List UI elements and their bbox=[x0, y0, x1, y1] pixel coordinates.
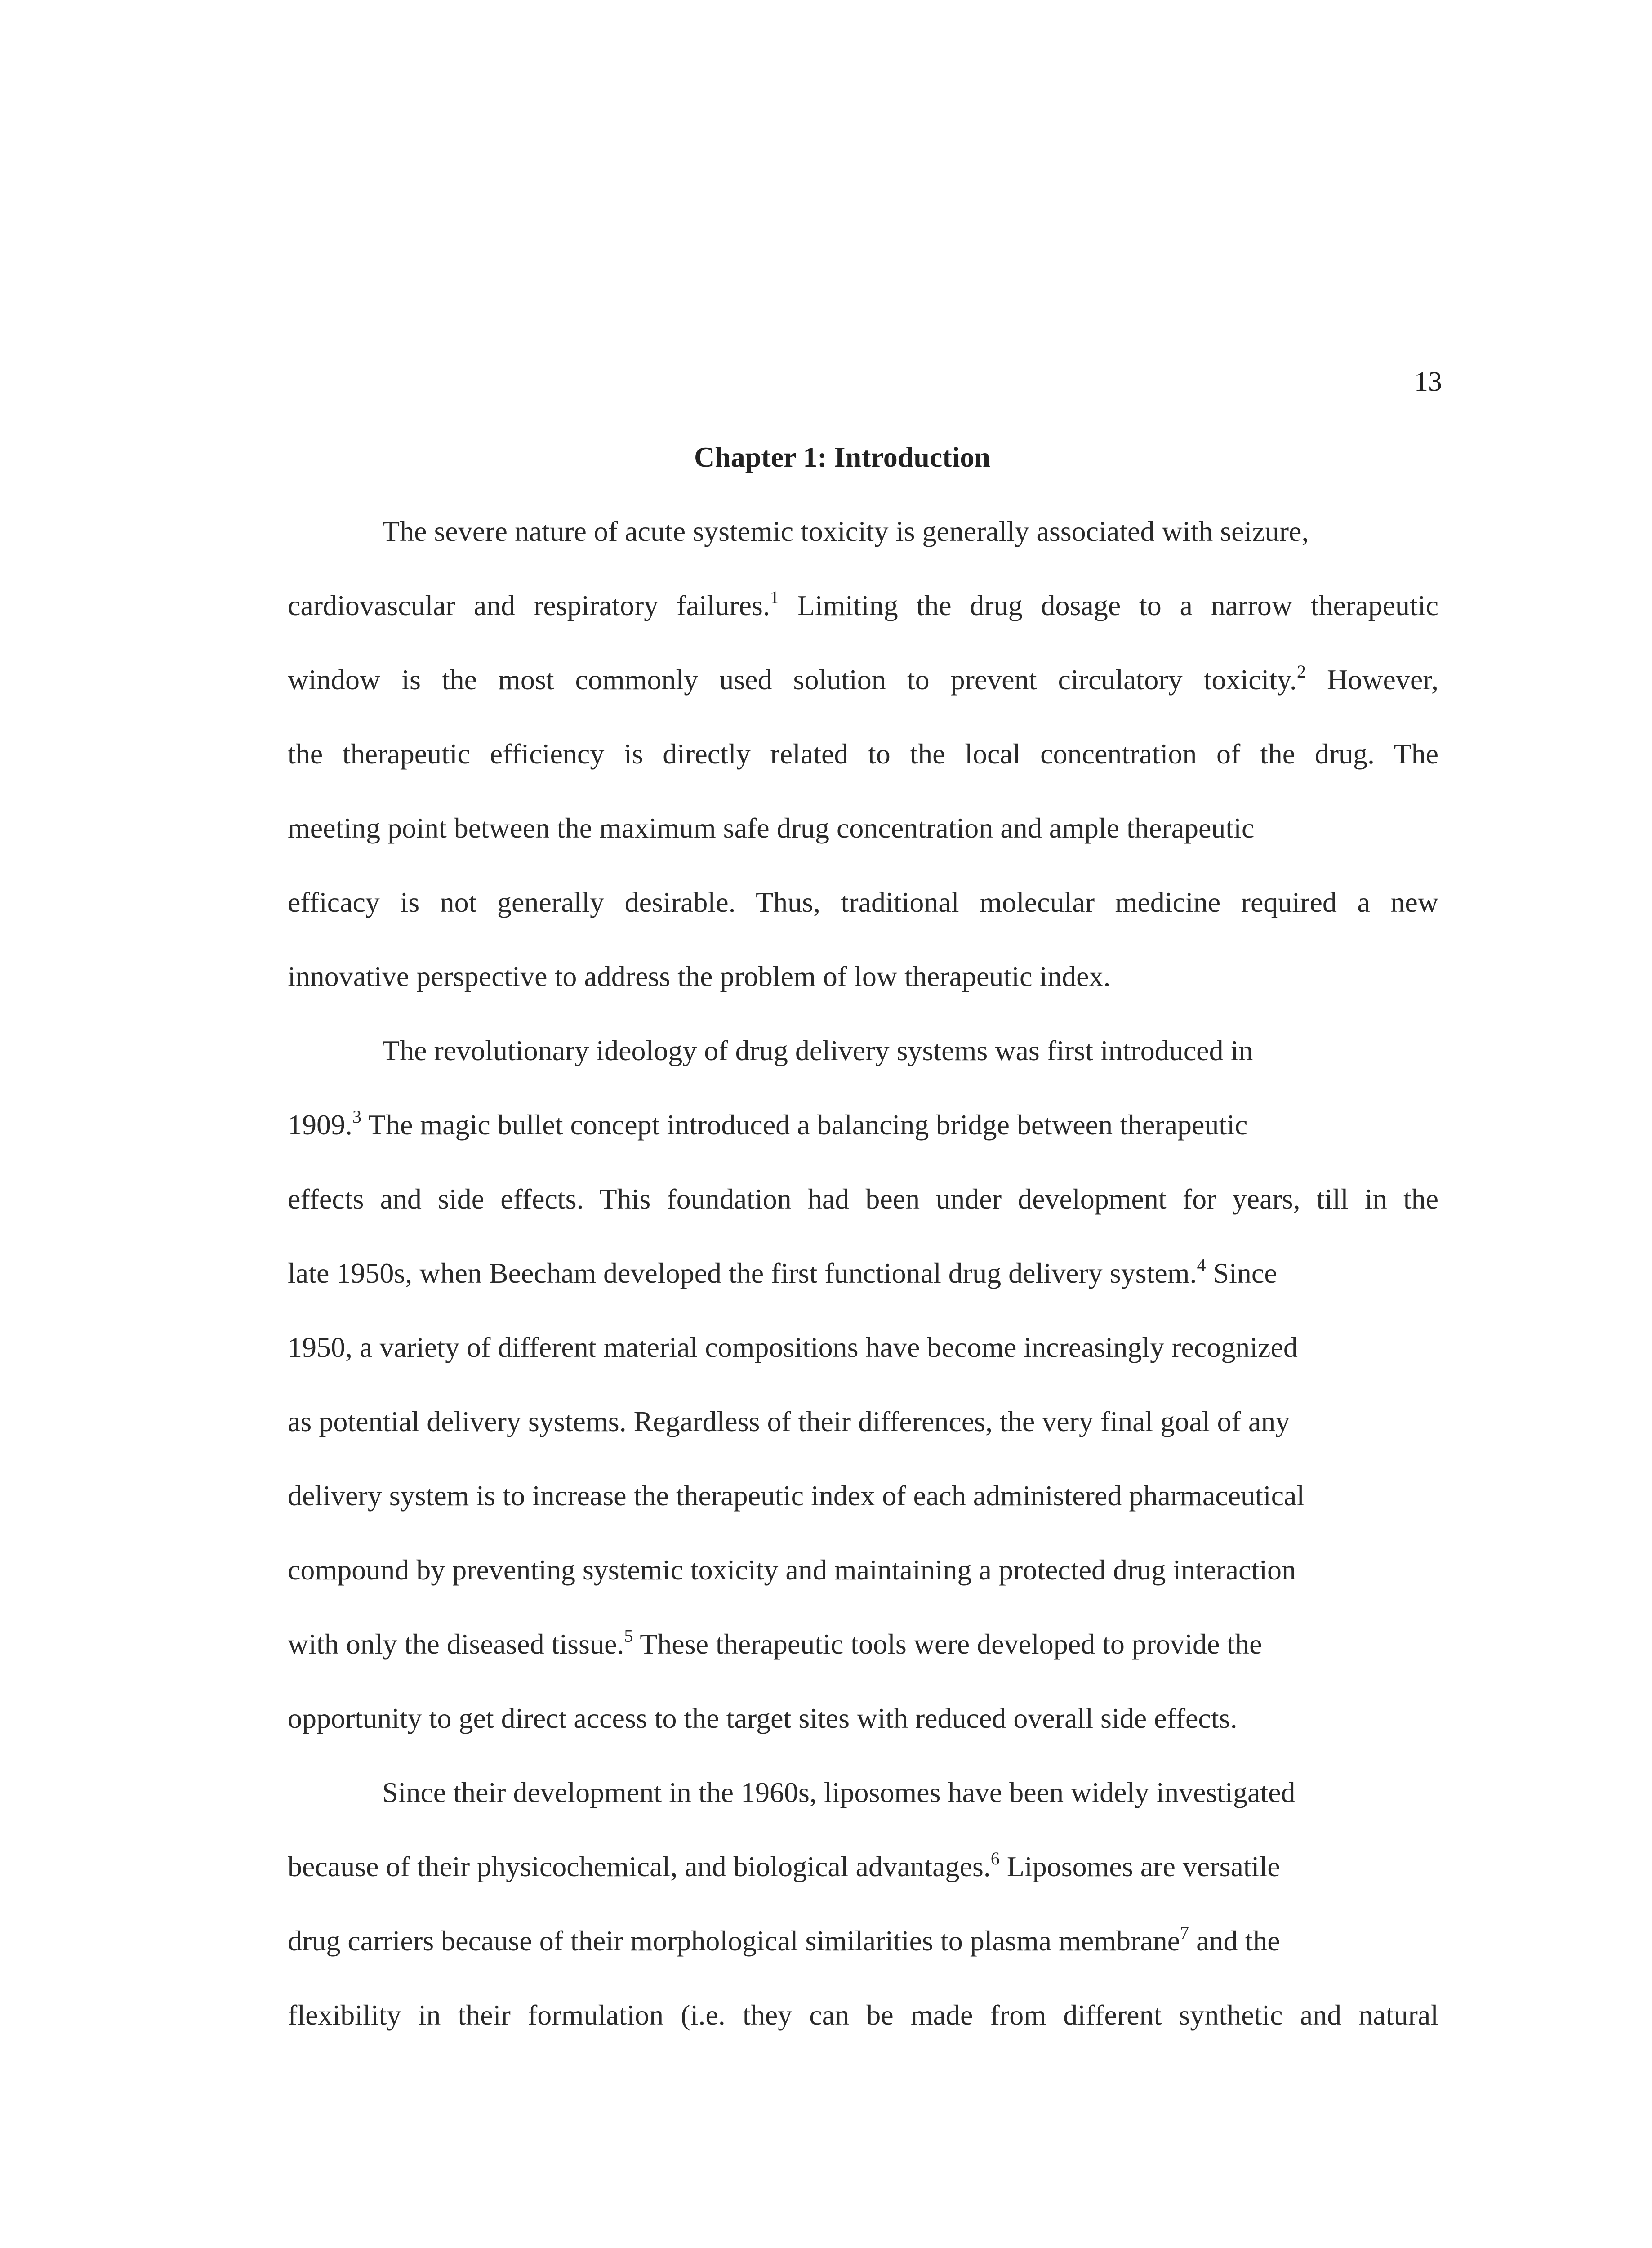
text-line: 1950, a variety of different material compositions have become increasingly recognized bbox=[288, 1331, 1298, 1363]
text-line: cardiovascular and respiratory failures.$^1$ Limiting the drug dosage to a narrow therapeutic bbox=[288, 587, 1439, 621]
text-line: compound by preventing systemic toxicity and maintaining a protected drug interaction bbox=[288, 1554, 1296, 1586]
text-line: the therapeutic efficiency is directly related to the local concentration of the drug. The bbox=[288, 738, 1438, 770]
footnote-ref: 4 bbox=[1197, 1254, 1206, 1275]
text-line: The revolutionary ideology of drug delivery systems was first introduced in bbox=[382, 1035, 1253, 1066]
text-line: The severe nature of acute systemic toxicity is generally associated with seizure, bbox=[382, 515, 1309, 547]
text-line: drug carriers because of their morphological similarities to plasma membrane$^7$ and the bbox=[288, 1922, 1280, 1957]
text-line: efficacy is not generally desirable. Thus, traditional molecular medicine required a new bbox=[288, 886, 1438, 918]
text-line: meeting point between the maximum safe drug concentration and ample therapeutic bbox=[288, 812, 1255, 844]
text-line: 1909.$^3$ The magic bullet concept introduced a balancing bridge between therapeutic bbox=[288, 1106, 1248, 1141]
text-line: innovative perspective to address the problem of low therapeutic index. bbox=[288, 960, 1111, 992]
text-line: Since their development in the 1960s, liposomes have been widely investigated bbox=[382, 1776, 1296, 1808]
footnote-ref: 7 bbox=[1180, 1922, 1189, 1943]
chapter-title: Chapter 1: Introduction bbox=[694, 441, 991, 473]
text-line: late 1950s, when Beecham developed the first functional drug delivery system.$^4$ Since bbox=[288, 1254, 1277, 1289]
text-line: flexibility in their formulation (i.e. they can be made from different synthetic and natural bbox=[288, 1999, 1438, 2031]
text-line: as potential delivery systems. Regardless of their differences, the very final goal of any bbox=[288, 1405, 1290, 1437]
text-line: window is the most commonly used solution to prevent circulatory toxicity.$^2$ However, bbox=[288, 661, 1439, 696]
page-number: 13 bbox=[1414, 366, 1442, 397]
footnote-ref: 2 bbox=[1297, 661, 1306, 682]
footnote-ref: 6 bbox=[990, 1848, 1000, 1869]
footnote-ref: 5 bbox=[624, 1625, 633, 1646]
text-line: opportunity to get direct access to the target sites with reduced overall side effects. bbox=[288, 1702, 1238, 1734]
text-line: delivery system is to increase the therapeutic index of each administered pharmaceutical bbox=[288, 1480, 1305, 1512]
footnote-ref: 3 bbox=[352, 1106, 361, 1127]
footnote-ref: 1 bbox=[770, 587, 779, 607]
text-line: because of their physicochemical, and biological advantages.$^6$ Liposomes are versatile bbox=[288, 1848, 1280, 1882]
text-line: effects and side effects. This foundation had been under development for years, till in the bbox=[288, 1183, 1438, 1215]
text-line: with only the diseased tissue.$^5$ These therapeutic tools were developed to provide the bbox=[288, 1625, 1262, 1660]
